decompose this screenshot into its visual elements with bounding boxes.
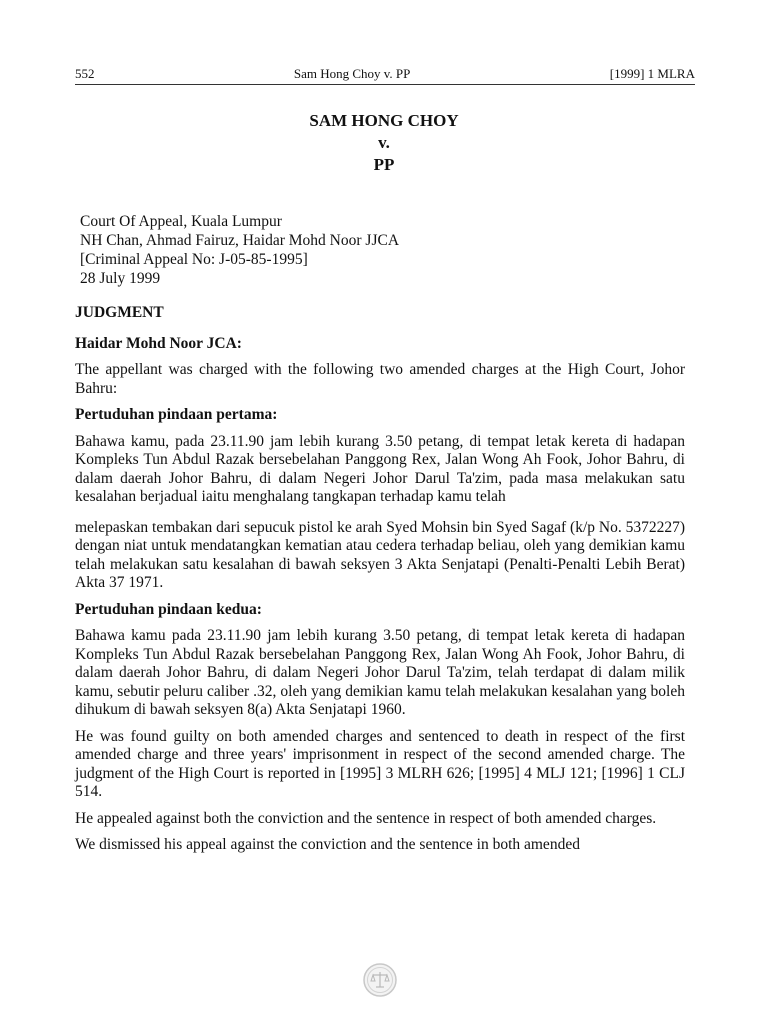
charge1-text-part2: melepaskan tembakan dari sepucuk pistol ke arah Syed Mohsin bin Syed Sagaf (k/p No. 5372227) dengan niat untuk mendatangkan kematian atau cedera terhadap beliau, oleh yang demikian kamu telah melakukan satu kesalahan di bawah seksyen 3 Akta Senjatapi (Penalti-Penalti Lebih Berat) Akta 37 1971. [75,518,685,591]
versus-label: v. [378,133,390,152]
case-title [0,110,768,176]
citation: [1999] 1 MLRA [609,66,695,81]
case-metadata [80,212,399,288]
scales-of-justice-seal-icon [362,962,398,998]
charge1-heading: Pertuduhan pindaan pertama: [75,406,278,423]
running-header [75,66,695,85]
judgment-body [75,304,685,863]
charge2-heading: Pertuduhan pindaan kedua: [75,600,262,618]
judges-list: NH Chan, Ahmad Fairuz, Haidar Mohd Noor JJCA [80,232,400,249]
paragraph-intro: The appellant was charged with the following two amended charges at the High Court, Johor Bahru: [75,361,685,397]
charge2-text: Bahawa kamu pada 23.11.90 jam lebih kurang 3.50 petang, di tempat letak kereta di hadapan Kompleks Tun Abdul Razak bersebelahan Panggong Rex, Jalan Wong Ah Fook, Johor Bahru, di dalam daerah Johor Bahru, di dalam Negeri Johor Darul Ta'zim, telah terdapat di dalam milik kamu, sebutir peluru caliber .32, oleh yang demikian kamu telah melakukan kesalahan yang boleh dihukum di bawah seksyen 8(a) Akta Senjatapi 1960. [75,627,685,718]
paragraph-appeal: He appealed against both the conviction and the sentence in respect of both amended charges. [75,809,657,827]
party-respondent: PP [373,155,395,174]
judge-heading: Haidar Mohd Noor JCA: [75,334,242,352]
paragraph-verdict: He was found guilty on both amended charges and sentenced to death in respect of the first amended charge and three years' imprisonment in respect of the second amended charge. The judgment of the High Court is reported in [1995] 3 MLRH 626; [1995] 4 MLJ 121; [1996] 1 CLJ 514. [75,727,685,800]
party-appellant: SAM HONG CHOY [309,111,459,130]
case-short-title: Sam Hong Choy v. PP [293,66,411,81]
judgment-date: 28 July 1999 [80,270,161,287]
paragraph-dismissal: We dismissed his appeal against the conviction and the sentence in both amended [75,836,580,853]
page-number: 552 [75,66,95,81]
judgment-heading: JUDGMENT [75,304,164,321]
charge1-text-part1: Bahawa kamu, pada 23.11.90 jam lebih kurang 3.50 petang, di tempat letak kereta di hadapan Kompleks Tun Abdul Razak bersebelahan Panggong Rex, Jalan Wong Ah Fook, Johor Bahru, di dalam daerah Johor Bahru, di dalam Negeri Johor Darul Ta'zim, pada masa melakukan satu kesalahan berjadual iaitu menghalang tangkapan terhadap kamu telah [75,432,685,505]
appeal-number: [Criminal Appeal No: J-05-85-1995] [80,251,308,268]
court-name: Court Of Appeal, Kuala Lumpur [80,213,282,230]
